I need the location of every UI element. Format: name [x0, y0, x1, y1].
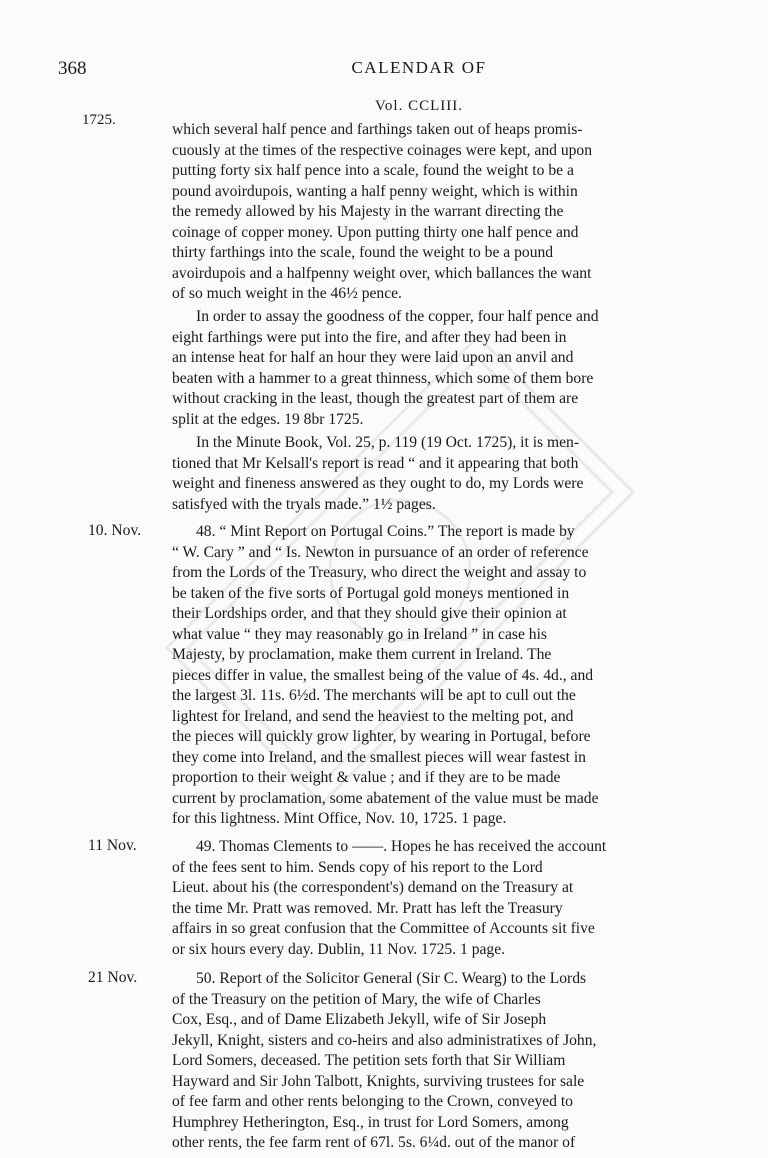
- text-line: without cracking in the least, though the greatest part of them are: [172, 390, 579, 407]
- text-line: beaten with a hammer to a great thinness, which some of them bore: [172, 369, 594, 387]
- text-line: Lieut. about his (the correspondent's) demand on the Treasury at: [172, 879, 574, 896]
- text-line: coinage of copper money. Upon putting thirty one half pence and: [172, 223, 579, 241]
- text-line: Lord Somers, deceased. The petition sets forth that Sir William: [172, 1052, 566, 1069]
- text-line: split at the edges. 19 8br 1725.: [172, 410, 364, 428]
- text-line: affairs in so great confusion that the Committee of Accounts sit five: [172, 920, 595, 937]
- text-line: they come into Ireland, and the smallest pieces will wear fastest in: [172, 748, 586, 766]
- text-line: “ W. Cary ” and “ Is. Newton in pursuance of an order of reference: [172, 543, 589, 561]
- entry-date: 21 Nov.: [88, 969, 138, 986]
- text-line: In the Minute Book, Vol. 25, p. 119 (19 Oct. 1725), it is men-: [196, 434, 580, 451]
- entry-49: [172, 837, 707, 960]
- entry-date: 10. Nov.: [88, 522, 142, 539]
- text-line: tioned that Mr Kelsall's report is read “ and it appearing that both: [172, 454, 579, 472]
- text-line: Jekyll, Knight, sisters and co-heirs and also administratixes of John,: [172, 1031, 597, 1049]
- entry-50: [172, 969, 707, 1154]
- paragraph-assay: [172, 307, 707, 430]
- text-line: of so much weight in the 46½ pence.: [172, 285, 402, 302]
- text-line: lightest for Ireland, and send the heaviest to the melting pot, and: [172, 707, 574, 725]
- text-line: which several half pence and farthings taken out of heaps promis-: [172, 121, 583, 138]
- text-line: Majesty, by proclamation, make them current in Ireland. The: [172, 646, 552, 663]
- text-line: pieces differ in value, the smallest being of the value of 4s. 4d., and: [172, 666, 594, 684]
- text-line: for this lightness. Mint Office, Nov. 10, 1725. 1 page.: [172, 810, 507, 827]
- text-line: the remedy allowed by his Majesty in the warrant directing the: [172, 203, 564, 220]
- text-line: from the Lords of the Treasury, who direct the weight and assay to: [172, 564, 587, 581]
- text-line: 49. Thomas Clements to ——. Hopes he has received the account: [196, 838, 607, 855]
- text-line: satisfyed with the tryals made.” 1½ pages.: [172, 495, 436, 513]
- entry-date: 11 Nov.: [88, 837, 137, 854]
- text-line: eight farthings were put into the fire, and after they had been in: [172, 328, 567, 346]
- text-line: pound avoirdupois, wanting a half penny weight, which is within: [172, 182, 578, 200]
- text-line: current by proclamation, some abatement of the value must be made: [172, 789, 599, 807]
- text-line: the time Mr. Pratt was removed. Mr. Pratt has left the Treasury: [172, 899, 563, 917]
- text-line: Humphrey Hetherington, Esq., in trust for Lord Somers, among: [172, 1113, 569, 1131]
- text-line: be taken of the five sorts of Portugal gold moneys mentioned in: [172, 584, 570, 602]
- text-line: In order to assay the goodness of the copper, four half pence and: [196, 308, 599, 325]
- text-line: other rents, the fee farm rent of 67l. 5s. 6¼d. out of the manor of: [172, 1134, 576, 1151]
- text-line: thirty farthings into the scale, found the weight to be a pound: [172, 244, 554, 261]
- text-line: an intense heat for half an hour they were laid upon an anvil and: [172, 349, 574, 366]
- text-line: Cox, Esq., and of Dame Elizabeth Jekyll, wife of Sir Joseph: [172, 1011, 547, 1028]
- text-line: 48. “ Mint Report on Portugal Coins.” The report is made by: [196, 523, 575, 540]
- paragraph-minute-book: [172, 433, 707, 515]
- text-line: their Lordships order, and that they should give their opinion at: [172, 605, 567, 622]
- running-title: CALENDAR OF: [351, 58, 487, 77]
- text-line: Hayward and Sir John Talbott, Knights, surviving trustees for sale: [172, 1072, 585, 1090]
- text-line: cuously at the times of the respective coinages were kept, and upon: [172, 141, 593, 159]
- text-line: of fee farm and other rents belonging to the Crown, conveyed to: [172, 1093, 573, 1110]
- text-line: or six hours every day. Dublin, 11 Nov. 1725. 1 page.: [172, 940, 506, 958]
- volume-heading: Vol. CCLIII.: [375, 98, 463, 114]
- text-line: putting forty six half pence into a scale, found the weight to be a: [172, 162, 574, 179]
- year-margin: 1725.: [82, 112, 116, 128]
- paragraph-continued: [172, 120, 707, 305]
- text-line: the largest 3l. 11s. 6½d. The merchants will be apt to cull out the: [172, 687, 576, 704]
- text-line: the pieces will quickly grow lighter, by wearing in Portugal, before: [172, 728, 591, 745]
- text-line: of the fees sent to him. Sends copy of his report to the Lord: [172, 858, 543, 876]
- page-number: 368: [58, 58, 87, 79]
- text-line: what value “ they may reasonably go in Ireland ” in case his: [172, 625, 547, 643]
- text-line: 50. Report of the Solicitor General (Sir C. Wearg) to the Lords: [196, 970, 587, 987]
- text-line: proportion to their weight & value ; and if they are to be made: [172, 769, 561, 786]
- text-line: weight and fineness answered as they ought to do, my Lords were: [172, 475, 584, 492]
- text-line: of the Treasury on the petition of Mary, the wife of Charles: [172, 990, 541, 1008]
- text-line: avoirdupois and a halfpenny weight over, which ballances the want: [172, 264, 592, 282]
- entry-48: [172, 522, 707, 830]
